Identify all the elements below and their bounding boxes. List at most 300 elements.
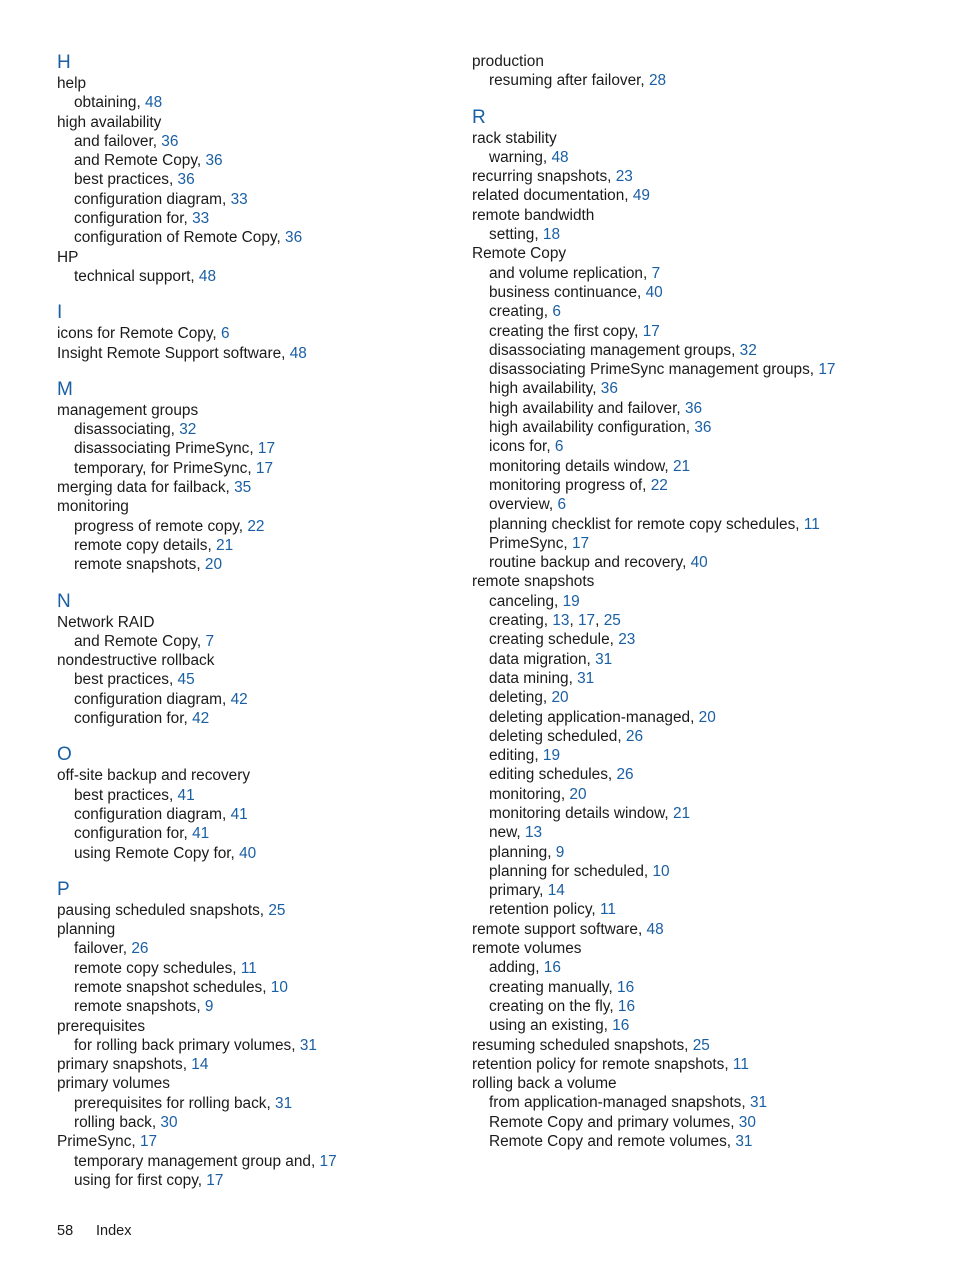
page-ref-link[interactable]: 26 <box>625 727 644 745</box>
page-ref-link[interactable]: 20 <box>204 556 223 574</box>
index-entry <box>57 248 447 267</box>
page-ref-link[interactable]: 11 <box>240 959 257 977</box>
page-ref-link[interactable]: 30 <box>738 1113 756 1131</box>
index-term: retention policy, <box>489 901 600 919</box>
index-entry <box>57 497 447 516</box>
index-subentry <box>57 1036 447 1055</box>
index-term: configuration for, <box>74 210 193 228</box>
page-ref-link[interactable]: 22 <box>650 476 668 494</box>
page-ref-link[interactable]: 36 <box>694 419 712 437</box>
index-subentry <box>57 959 447 978</box>
index-term: monitoring details window, <box>489 457 673 475</box>
page-ref-link[interactable]: 26 <box>131 940 149 958</box>
page-ref-link[interactable]: 33 <box>192 210 210 228</box>
index-term: for rolling back primary volumes, <box>74 1036 300 1054</box>
index-term: high availability <box>57 113 162 131</box>
index-term: best practices, <box>74 671 178 689</box>
index-subentry <box>472 264 932 283</box>
index-term: configuration diagram, <box>74 190 231 208</box>
page-ref-link[interactable]: 48 <box>198 267 217 285</box>
index-term: help <box>57 75 87 92</box>
index-entry <box>57 344 447 363</box>
page-ref-link[interactable]: 13 <box>552 612 570 630</box>
page-ref-link[interactable]: 19 <box>562 592 580 610</box>
index-term: best practices, <box>74 171 178 189</box>
index-letter-heading: R <box>472 106 486 128</box>
index-term: remote copy schedules, <box>74 959 241 977</box>
index-entry <box>57 1055 447 1074</box>
page-ref-link[interactable]: 30 <box>160 1114 178 1132</box>
index-term: disassociating, <box>74 421 180 439</box>
index-subentry <box>472 785 932 804</box>
index-term: editing, <box>489 747 543 765</box>
index-term: primary, <box>489 882 548 900</box>
page-ref-link[interactable]: 14 <box>547 882 565 900</box>
index-term: resuming after failover, <box>489 72 649 90</box>
page-ref-link[interactable]: 9 <box>555 843 565 861</box>
page-ref-link[interactable]: 11 <box>599 901 616 919</box>
index-term: pausing scheduled snapshots, <box>57 901 269 919</box>
index-term: rolling back, <box>74 1114 161 1132</box>
page-ref-link[interactable]: 21 <box>216 536 234 554</box>
index-entry <box>57 74 447 93</box>
index-term: prerequisites <box>57 1017 146 1035</box>
index-subentry <box>472 862 932 881</box>
page-ref-link[interactable]: 17 <box>642 322 660 340</box>
index-term: creating on the fly, <box>489 997 618 1015</box>
index-subentry <box>57 939 447 958</box>
index-subentry <box>472 553 932 572</box>
index-entry <box>57 324 447 343</box>
index-subentry <box>57 439 447 458</box>
page-ref-link[interactable]: 36 <box>205 152 223 170</box>
index-column-left <box>57 52 447 1190</box>
page-ref-link[interactable]: 17 <box>255 459 274 477</box>
index-letter-heading: P <box>57 878 70 900</box>
page-ref-link[interactable]: 14 <box>191 1056 209 1074</box>
index-subentry <box>57 420 447 439</box>
page-ref-link[interactable]: 48 <box>646 920 664 938</box>
page-ref-link[interactable]: 40 <box>239 844 257 862</box>
index-group-p <box>57 879 447 1190</box>
page-ref-link[interactable]: 21 <box>672 804 691 822</box>
index-entry <box>57 920 447 939</box>
index-entry <box>57 651 447 670</box>
page-ref-link[interactable]: 41 <box>177 786 195 804</box>
index-subentry <box>57 209 447 228</box>
index-entry <box>57 766 447 785</box>
index-term: adding, <box>489 959 544 977</box>
index-term: monitoring progress of, <box>489 476 651 494</box>
page-ref-link[interactable]: 36 <box>684 399 703 417</box>
index-term: configuration of Remote Copy, <box>74 229 286 247</box>
index-term: remote support software, <box>472 920 647 938</box>
page-ref-link[interactable]: 19 <box>542 747 561 765</box>
index-term: icons for, <box>489 438 555 456</box>
index-subentry <box>472 437 932 456</box>
index-group-m <box>57 379 447 575</box>
index-letter-heading: M <box>57 378 73 400</box>
page-ref-link[interactable]: 31 <box>299 1036 317 1054</box>
index-term: and Remote Copy, <box>74 632 206 650</box>
page-ref-link[interactable]: 10 <box>270 978 288 996</box>
index-subentry <box>472 611 932 630</box>
index-column-right <box>472 52 932 1151</box>
page-ref-link[interactable]: 40 <box>690 554 708 572</box>
index-term: data migration, <box>489 650 596 668</box>
index-term: Network RAID <box>57 613 155 631</box>
index-term: from application-managed snapshots, <box>489 1094 750 1112</box>
index-term: disassociating PrimeSync management groups, <box>489 361 819 379</box>
index-term: obtaining, <box>74 94 146 112</box>
index-term: canceling, <box>489 592 563 610</box>
index-term: creating manually, <box>489 978 618 996</box>
index-group-o <box>57 744 447 862</box>
page-ref-link[interactable]: 21 <box>672 457 691 475</box>
index-entry <box>472 939 932 958</box>
index-term: warning, <box>489 148 552 166</box>
page-ref-link[interactable]: 7 <box>651 264 661 282</box>
page-ref-link[interactable]: 17 <box>578 612 596 630</box>
index-term: disassociating PrimeSync, <box>74 440 258 458</box>
page-ref-link[interactable]: 18 <box>542 226 561 244</box>
page-ref-link[interactable]: 36 <box>161 132 179 150</box>
index-term: PrimeSync, <box>489 534 572 552</box>
page-ref-link[interactable]: 23 <box>618 631 636 649</box>
index-term: using for first copy, <box>74 1171 207 1189</box>
index-term: remote snapshot schedules, <box>74 978 271 996</box>
index-subentry <box>472 881 932 900</box>
index-term: creating the first copy, <box>489 322 643 340</box>
index-term: using Remote Copy for, <box>74 844 240 862</box>
page-ref-link[interactable]: 31 <box>735 1133 753 1151</box>
page-ref-link[interactable]: 41 <box>192 825 210 843</box>
ref-separator: , <box>595 612 604 630</box>
index-term: primary snapshots, <box>57 1056 192 1074</box>
index-entry <box>472 167 932 186</box>
index-group-h <box>57 52 447 286</box>
page-ref-link[interactable]: 9 <box>204 998 214 1016</box>
index-term: disassociating management groups, <box>489 341 740 359</box>
index-term: setting, <box>489 226 543 244</box>
index-entry <box>57 1074 447 1093</box>
index-term: planning for scheduled, <box>489 862 653 880</box>
index-subentry <box>472 997 932 1016</box>
page-ref-link[interactable]: 25 <box>603 612 621 630</box>
index-subentry <box>472 534 932 553</box>
page-ref-link[interactable]: 42 <box>230 690 248 708</box>
index-term: temporary management group and, <box>74 1152 320 1170</box>
index-subentry <box>57 1171 447 1190</box>
index-subentry <box>472 1093 932 1112</box>
index-term: high availability configuration, <box>489 419 695 437</box>
index-subentry <box>57 844 447 863</box>
index-entry <box>57 401 447 420</box>
index-entry <box>472 186 932 205</box>
index-term: configuration for, <box>74 710 193 728</box>
page-ref-link[interactable]: 6 <box>554 438 564 456</box>
page-ref-link[interactable]: 42 <box>192 710 210 728</box>
index-term: prerequisites for rolling back, <box>74 1094 276 1112</box>
page-ref-link[interactable]: 7 <box>205 632 215 650</box>
index-term: high availability and failover, <box>489 399 685 417</box>
index-group-r <box>472 107 932 1152</box>
index-term: creating schedule, <box>489 631 619 649</box>
index-subentry <box>57 132 447 151</box>
index-subentry <box>472 804 932 823</box>
index-subentry <box>472 958 932 977</box>
page-ref-link[interactable]: 16 <box>617 997 636 1015</box>
index-subentry <box>472 1016 932 1035</box>
index-entry <box>472 52 932 71</box>
page-ref-link[interactable]: 17 <box>571 534 590 552</box>
index-entry <box>57 1017 447 1036</box>
page-ref-link[interactable]: 40 <box>645 283 663 301</box>
index-entry <box>472 129 932 148</box>
page-ref-link[interactable]: 10 <box>652 862 670 880</box>
index-subentry <box>57 267 447 286</box>
index-subentry <box>472 1132 932 1151</box>
index-term: configuration diagram, <box>74 690 231 708</box>
index-term: and failover, <box>74 132 162 150</box>
index-term: technical support, <box>74 267 199 285</box>
index-subentry <box>57 690 447 709</box>
index-subentry <box>472 360 932 379</box>
index-term: deleting scheduled, <box>489 727 626 745</box>
page-ref-link[interactable]: 23 <box>615 168 633 186</box>
index-subentry <box>472 765 932 784</box>
index-subentry <box>57 1113 447 1132</box>
index-subentry <box>472 302 932 321</box>
page-footer <box>57 1222 131 1240</box>
index-term: PrimeSync, <box>57 1133 140 1151</box>
page-ref-link[interactable]: 17 <box>139 1133 158 1151</box>
index-subentry <box>472 379 932 398</box>
page-ref-link[interactable]: 26 <box>616 766 634 784</box>
index-term: planning <box>57 921 116 939</box>
index-term: best practices, <box>74 786 178 804</box>
index-entry <box>57 901 447 920</box>
index-subentry <box>472 630 932 649</box>
index-term: merging data for failback, <box>57 479 235 497</box>
page-ref-link[interactable]: 36 <box>285 229 303 247</box>
index-term: rolling back a volume <box>472 1075 617 1093</box>
page-number: 58 <box>57 1223 74 1239</box>
page-ref-link[interactable]: 48 <box>145 94 163 112</box>
page-ref-link[interactable]: 48 <box>551 148 569 166</box>
index-term: new, <box>489 824 525 842</box>
ref-separator: , <box>569 612 578 630</box>
index-term: creating, <box>489 612 553 630</box>
index-term: Insight Remote Support software, <box>57 344 290 362</box>
index-subentry <box>57 709 447 728</box>
index-subentry <box>472 148 932 167</box>
index-entry <box>472 1055 932 1074</box>
index-subentry <box>472 418 932 437</box>
index-term: and volume replication, <box>489 264 652 282</box>
page-ref-link[interactable]: 20 <box>551 689 569 707</box>
index-subentry <box>472 843 932 862</box>
index-term: overview, <box>489 496 558 514</box>
index-term: retention policy for remote snapshots, <box>472 1055 733 1073</box>
page-ref-link[interactable]: 17 <box>257 440 276 458</box>
index-term: off-site backup and recovery <box>57 767 251 785</box>
index-subentry <box>57 1094 447 1113</box>
index-entry <box>472 1074 932 1093</box>
index-subentry <box>57 151 447 170</box>
page-ref-link[interactable]: 49 <box>632 187 650 205</box>
index-entry <box>57 613 447 632</box>
index-subentry <box>472 900 932 919</box>
index-subentry <box>57 978 447 997</box>
index-term: temporary, for PrimeSync, <box>74 459 256 477</box>
index-term: icons for Remote Copy, <box>57 325 221 343</box>
index-subentry <box>57 555 447 574</box>
page-ref-link[interactable]: 16 <box>543 959 561 977</box>
index-term: rack stability <box>472 129 557 147</box>
index-term: remote copy details, <box>74 536 217 554</box>
index-term: management groups <box>57 401 199 419</box>
page-ref-link[interactable]: 28 <box>648 72 667 90</box>
page-ref-link[interactable]: 17 <box>818 361 836 379</box>
index-entry <box>57 113 447 132</box>
index-subentry <box>472 225 932 244</box>
index-term: progress of remote copy, <box>74 517 248 535</box>
index-subentry <box>57 170 447 189</box>
page-ref-link[interactable]: 25 <box>268 901 286 919</box>
index-subentry <box>472 399 932 418</box>
index-entry <box>472 1036 932 1055</box>
index-entry <box>472 244 932 263</box>
footer-section-title: Index <box>96 1223 132 1239</box>
page-ref-link[interactable]: 41 <box>230 805 248 823</box>
page-ref-link[interactable]: 31 <box>577 669 595 687</box>
index-subentry <box>472 688 932 707</box>
index-subentry <box>472 746 932 765</box>
page-ref-link[interactable]: 6 <box>220 325 230 343</box>
page-ref-link[interactable]: 17 <box>206 1171 224 1189</box>
page-ref-link[interactable]: 20 <box>569 785 587 803</box>
index-term: Remote Copy and remote volumes, <box>489 1133 736 1151</box>
page-ref-link[interactable]: 16 <box>612 1017 630 1035</box>
page-ref-link[interactable]: 13 <box>524 824 543 842</box>
index-subentry <box>57 459 447 478</box>
index-subentry <box>472 283 932 302</box>
index-subentry <box>57 228 447 247</box>
index-entry <box>57 1132 447 1151</box>
page-ref-link[interactable]: 17 <box>319 1152 337 1170</box>
page-ref-link[interactable]: 45 <box>177 671 195 689</box>
index-letter-heading: N <box>57 590 71 612</box>
index-term: related documentation, <box>472 187 633 205</box>
index-entry <box>472 920 932 939</box>
index-term: business continuance, <box>489 283 646 301</box>
page-ref-link[interactable]: 33 <box>230 190 248 208</box>
index-term: and Remote Copy, <box>74 152 206 170</box>
index-term: configuration diagram, <box>74 805 231 823</box>
index-term: resuming scheduled snapshots, <box>472 1036 693 1054</box>
page-ref-link[interactable]: 35 <box>234 479 252 497</box>
index-subentry <box>472 322 932 341</box>
index-subentry <box>57 670 447 689</box>
index-term: recurring snapshots, <box>472 168 616 186</box>
index-letter-heading: H <box>57 52 71 73</box>
index-term: Remote Copy and primary volumes, <box>489 1113 739 1131</box>
index-subentry <box>57 93 447 112</box>
index-subentry <box>472 669 932 688</box>
index-subentry <box>57 517 447 536</box>
index-subentry <box>57 997 447 1016</box>
page-ref-link[interactable]: 20 <box>698 708 716 726</box>
page-ref-link[interactable]: 48 <box>289 344 307 362</box>
index-subentry <box>57 536 447 555</box>
page-ref-link[interactable]: 36 <box>177 171 195 189</box>
page-ref-link[interactable]: 11 <box>732 1055 749 1073</box>
index-group-i <box>57 302 447 363</box>
index-term: planning, <box>489 843 556 861</box>
index-entry <box>472 206 932 225</box>
page-ref-link[interactable]: 16 <box>617 978 635 996</box>
index-term: remote snapshots, <box>74 556 205 574</box>
index-subentry <box>57 805 447 824</box>
page-ref-link[interactable]: 31 <box>595 650 613 668</box>
index-term: creating, <box>489 303 553 321</box>
page-ref-link[interactable]: 31 <box>749 1094 768 1112</box>
index-term: planning checklist for remote copy schedules, <box>489 515 804 533</box>
index-subentry <box>472 495 932 514</box>
page-ref-link[interactable]: 25 <box>692 1036 710 1054</box>
index-entry <box>57 478 447 497</box>
page-ref-link[interactable]: 22 <box>247 517 265 535</box>
index-term: production <box>472 53 544 70</box>
index-subentry <box>472 476 932 495</box>
index-term: monitoring details window, <box>489 804 673 822</box>
index-term: remote snapshots <box>472 573 595 591</box>
index-term: configuration for, <box>74 825 193 843</box>
index-term: deleting application-managed, <box>489 708 699 726</box>
index-subentry <box>472 592 932 611</box>
index-subentry <box>472 341 932 360</box>
index-term: monitoring, <box>489 785 570 803</box>
index-subentry <box>57 632 447 651</box>
index-term: Remote Copy <box>472 245 567 263</box>
page-ref-link[interactable]: 6 <box>557 496 566 514</box>
index-term: using an existing, <box>489 1017 613 1035</box>
index-term: data mining, <box>489 669 578 687</box>
index-term: HP <box>57 248 79 266</box>
index-term: high availability, <box>489 380 601 398</box>
index-term: remote volumes <box>472 940 582 958</box>
index-subentry <box>472 457 932 476</box>
index-term: primary volumes <box>57 1075 170 1093</box>
index-term: nondestructive rollback <box>57 652 215 670</box>
index-subentry <box>57 1152 447 1171</box>
page-ref-link[interactable]: 31 <box>275 1094 293 1112</box>
page-ref-link[interactable]: 6 <box>552 303 561 321</box>
index-subentry <box>472 823 932 842</box>
page-ref-link[interactable]: 36 <box>600 380 618 398</box>
index-term: remote bandwidth <box>472 206 595 224</box>
page-ref-link[interactable]: 11 <box>803 515 820 533</box>
index-subentry <box>57 190 447 209</box>
index-term: remote snapshots, <box>74 998 205 1016</box>
page-ref-link[interactable]: 32 <box>179 421 197 439</box>
index-entry <box>472 572 932 591</box>
index-subentry <box>57 786 447 805</box>
index-letter-heading: I <box>57 302 63 324</box>
page-ref-link[interactable]: 32 <box>739 341 757 359</box>
index-subentry <box>472 71 932 90</box>
